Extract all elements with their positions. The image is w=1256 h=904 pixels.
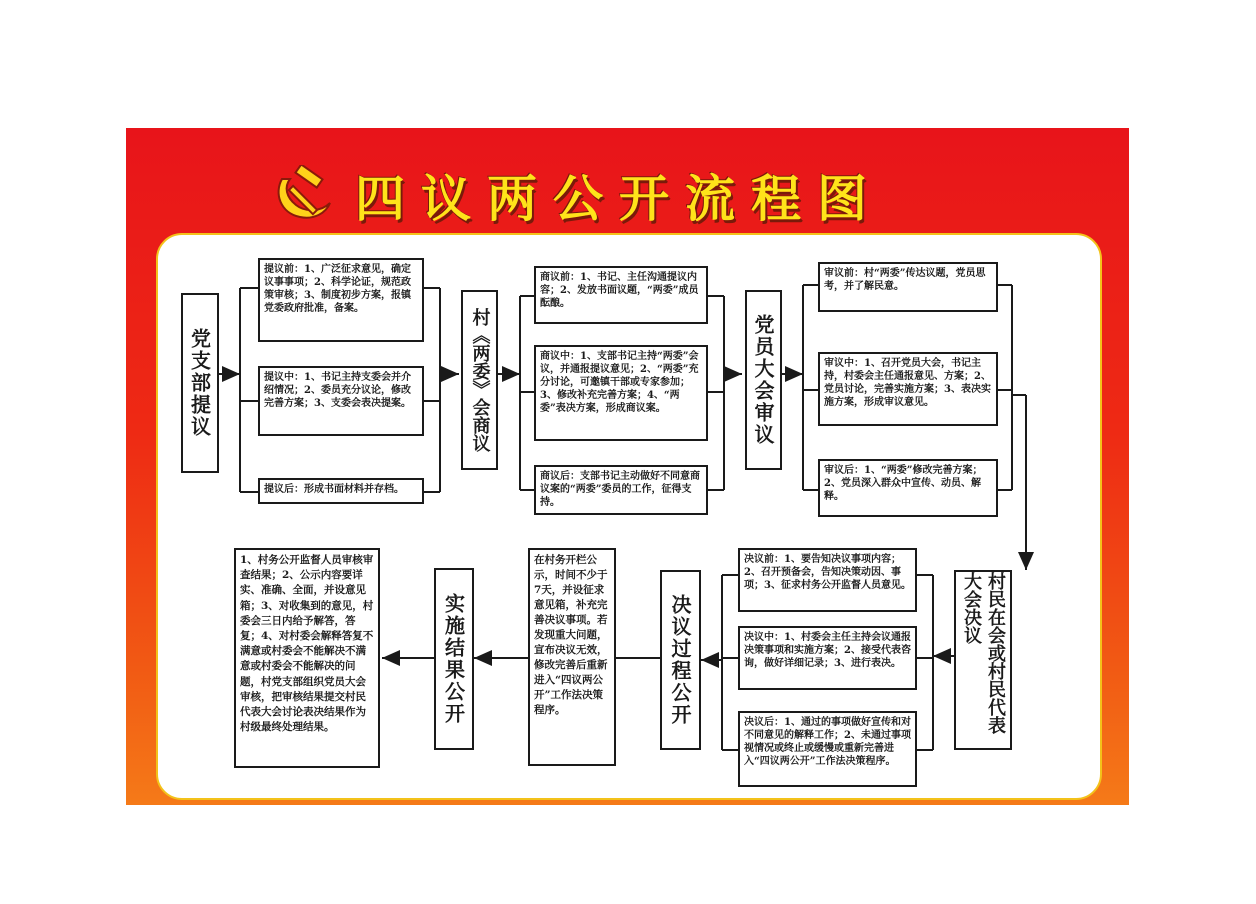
step-implementation-result-disclosure: 实施结果公开 (434, 568, 474, 750)
proposal-before-box: 提议前：1、广泛征求意见，确定议事事项；2、科学论证，规范政策审核；3、制度初步方案，报镇党委政府批准，备案。 (258, 258, 424, 342)
resolution-after-box: 决议后：1、通过的事项做好宣传和对不同意见的解释工作；2、未通过事项视情况或终止或缓慢或重新完善进入“四议两公开”工作法决策程序。 (738, 711, 917, 787)
result-disclosure-box: 1、村务公开监督人员审核审查结果；2、公示内容要详实、准确、全面，并设意见箱；3、对收集到的意见，村委会三日内给予解答，答复；4、对村委会解释答复不满意或村委会不能解决不满意或村委会不能解决的问题，村党支部组织党员大会审核，把审核结果提交村民代表大会讨论表决结果作为村级最终处理结果。 (234, 548, 380, 768)
proposal-after-box: 提议后：形成书面材料并存档。 (258, 478, 424, 504)
proposal-during-box: 提议中：1、书记主持支委会并介绍情况；2、委员充分议论，修改完善方案；3、支委会表决提案。 (258, 366, 424, 436)
step-party-branch-proposal: 党支部提议 (181, 293, 219, 473)
step-party-member-review: 党员大会审议 (745, 290, 782, 470)
discussion-before-box: 商议前：1、书记、主任沟通提议内容；2、发放书面议题，“两委”成员酝酿。 (534, 266, 708, 324)
page-title: 四议两公开流程图 (355, 170, 883, 228)
review-before-box: 审议前：村“两委”传达议题，党员思考，并了解民意。 (818, 262, 998, 312)
process-disclosure-box: 在村务开栏公示，时间不少于7天，并设征求意见箱，补充完善决议事项。若发现重大问题，宣布决议无效，修改完善后重新进入“四议两公开”工作法决策程序。 (528, 548, 616, 766)
discussion-after-box: 商议后：支部书记主动做好不同意商议案的“两委”委员的工作，征得支持。 (534, 465, 708, 515)
step-resolution-process-disclosure: 决议过程公开 (660, 570, 701, 750)
step-two-committees-discussion: 村《两委》会商议 (461, 290, 498, 470)
discussion-during-box: 商议中：1、支部书记主持“两委”会议，并通报提议意见；2、“两委”充分讨论，可邀镇干部或专家参加；3、修改补充完善方案；4、“两委”表决方案，形成商议案。 (534, 345, 708, 441)
resolution-before-box: 决议前：1、要告知决议事项内容；2、召开预备会，告知决策动因、事项；3、征求村务公开监督人员意见。 (738, 548, 917, 612)
step-villager-representative-resolution: 村民在会或村民代表大会决议 (954, 570, 1012, 750)
resolution-during-box: 决议中：1、村委会主任主持会议通报决策事项和实施方案；2、接受代表咨询，做好详细记录；3、进行表决。 (738, 626, 917, 690)
review-during-box: 审议中：1、召开党员大会，书记主持，村委会主任通报意见、方案；2、党员讨论，完善实施方案；3、表决实施方案，形成审议意见。 (818, 352, 998, 426)
review-after-box: 审议后：1、“两委”修改完善方案；2、党员深入群众中宣传、动员、解释。 (818, 459, 998, 517)
